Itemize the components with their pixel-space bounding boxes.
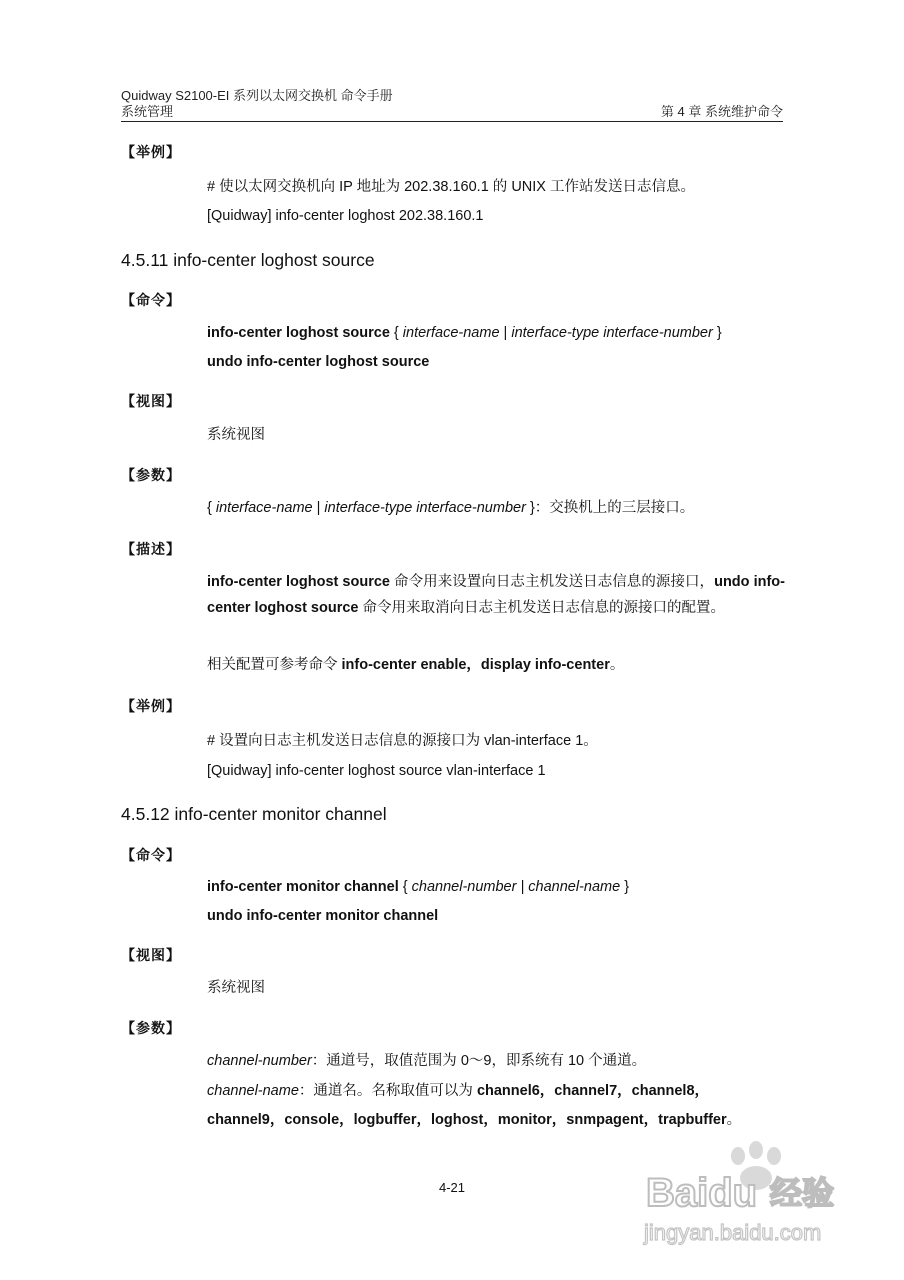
desc-keyword-1: info-center loghost source xyxy=(207,574,390,590)
example-tag: 【举例】 xyxy=(121,144,181,160)
describe-tag: 【描述】 xyxy=(121,541,181,557)
param-name-channel-number: channel-number xyxy=(207,1053,312,1069)
period: 。 xyxy=(726,1112,742,1128)
param-description: ：交换机上的三层接口。 xyxy=(534,500,695,516)
watermark-cn: 经验 xyxy=(770,1174,835,1212)
related-keywords: info-center enable，display info-center xyxy=(341,657,610,673)
view-tag-2: 【视图】 xyxy=(121,947,181,963)
brace-open: { xyxy=(389,325,403,341)
watermark-url: jingyan.baidu.com xyxy=(644,1220,822,1245)
watermark-brand: Baidu xyxy=(646,1171,758,1215)
description-paragraph xyxy=(207,569,785,621)
brace-close-2: } xyxy=(620,879,630,895)
channel-args: channel-number | channel-name xyxy=(411,879,621,895)
view-text: 系统视图 xyxy=(207,427,265,443)
separator: | xyxy=(499,325,512,341)
section-name: 系统管理 xyxy=(121,104,174,119)
undo-command-text: undo info-center loghost source xyxy=(207,354,430,370)
section-heading-4511: 4.5.11 info-center loghost source xyxy=(121,250,375,270)
param-desc-channel-name: ：通道名。名称取值可以为 xyxy=(298,1083,477,1099)
related-suffix: 。 xyxy=(609,657,625,673)
command-syntax-2 xyxy=(207,877,629,897)
brace-close: } xyxy=(712,325,722,341)
command-tag-2: 【命令】 xyxy=(121,847,181,863)
view-tag: 【视图】 xyxy=(121,393,181,409)
example-code: [Quidway] info-center loghost 202.38.160.1 xyxy=(207,208,484,224)
page-number: 4-21 xyxy=(438,1180,466,1195)
arg-interface-type: interface-type interface-number xyxy=(511,325,713,341)
header-rule xyxy=(121,121,783,122)
desc-text-2: 命令用来取消向日志主机发送日志信息的源接口的配置。 xyxy=(358,600,726,616)
undo-command-text-2: undo info-center monitor channel xyxy=(207,908,439,924)
arg-interface-name: interface-name xyxy=(402,325,500,341)
undo-command xyxy=(207,352,429,372)
baidu-watermark xyxy=(638,1138,868,1248)
command-tag: 【命令】 xyxy=(121,292,181,308)
brace-open-2: { xyxy=(398,879,412,895)
param-brace-close: } xyxy=(525,500,535,516)
param-interface-name: interface-name xyxy=(215,500,313,516)
command-keyword: info-center loghost source xyxy=(207,325,390,341)
desc-text-1: 命令用来设置向日志主机发送日志信息的源接口， xyxy=(389,574,715,590)
param-brace-open: { xyxy=(207,500,216,516)
chapter-label: 第 4 章 系统维护命令 xyxy=(660,104,783,119)
section-heading-4512: 4.5.12 info-center monitor channel xyxy=(121,804,387,824)
command-syntax xyxy=(207,323,722,343)
example-code-2: [Quidway] info-center loghost source vlan-interface 1 xyxy=(207,763,546,779)
param-channel-number xyxy=(207,1051,646,1071)
param-separator: | xyxy=(312,500,325,516)
undo-command-2 xyxy=(207,906,438,926)
param-name-channel-name: channel-name xyxy=(207,1083,299,1099)
desc-keyword-2: undo info-center loghost source xyxy=(207,574,785,616)
param-desc-channel-number: ：通道号，取值范围为 0～9，即系统有 10 个通道。 xyxy=(311,1053,647,1069)
doc-title: Quidway S2100-EI 系列以太网交换机 命令手册 xyxy=(121,88,393,103)
params-tag-2: 【参数】 xyxy=(121,1020,181,1036)
param-channel-name-line2 xyxy=(207,1110,741,1130)
example-tag-2: 【举例】 xyxy=(121,698,181,714)
channel-values-2: channel9，console，logbuffer，loghost，monitor，snmpagent，trapbuffer xyxy=(207,1112,727,1128)
params-tag: 【参数】 xyxy=(121,467,181,483)
param-line xyxy=(207,498,694,518)
channel-values-1: channel6，channel7，channel8， xyxy=(476,1083,710,1099)
param-channel-name-line1 xyxy=(207,1081,709,1101)
related-prefix: 相关配置可参考命令 xyxy=(207,657,342,673)
command-keyword-2: info-center monitor channel xyxy=(207,879,399,895)
param-interface-type: interface-type interface-number xyxy=(324,500,526,516)
example-comment-2: # 设置向日志主机发送日志信息的源接口为 vlan-interface 1。 xyxy=(207,733,598,749)
related-commands xyxy=(207,655,624,675)
example-comment: # 使以太网交换机向 IP 地址为 202.38.160.1 的 UNIX 工作站发送日志信息。 xyxy=(207,179,696,195)
view-text-2: 系统视图 xyxy=(207,980,265,996)
